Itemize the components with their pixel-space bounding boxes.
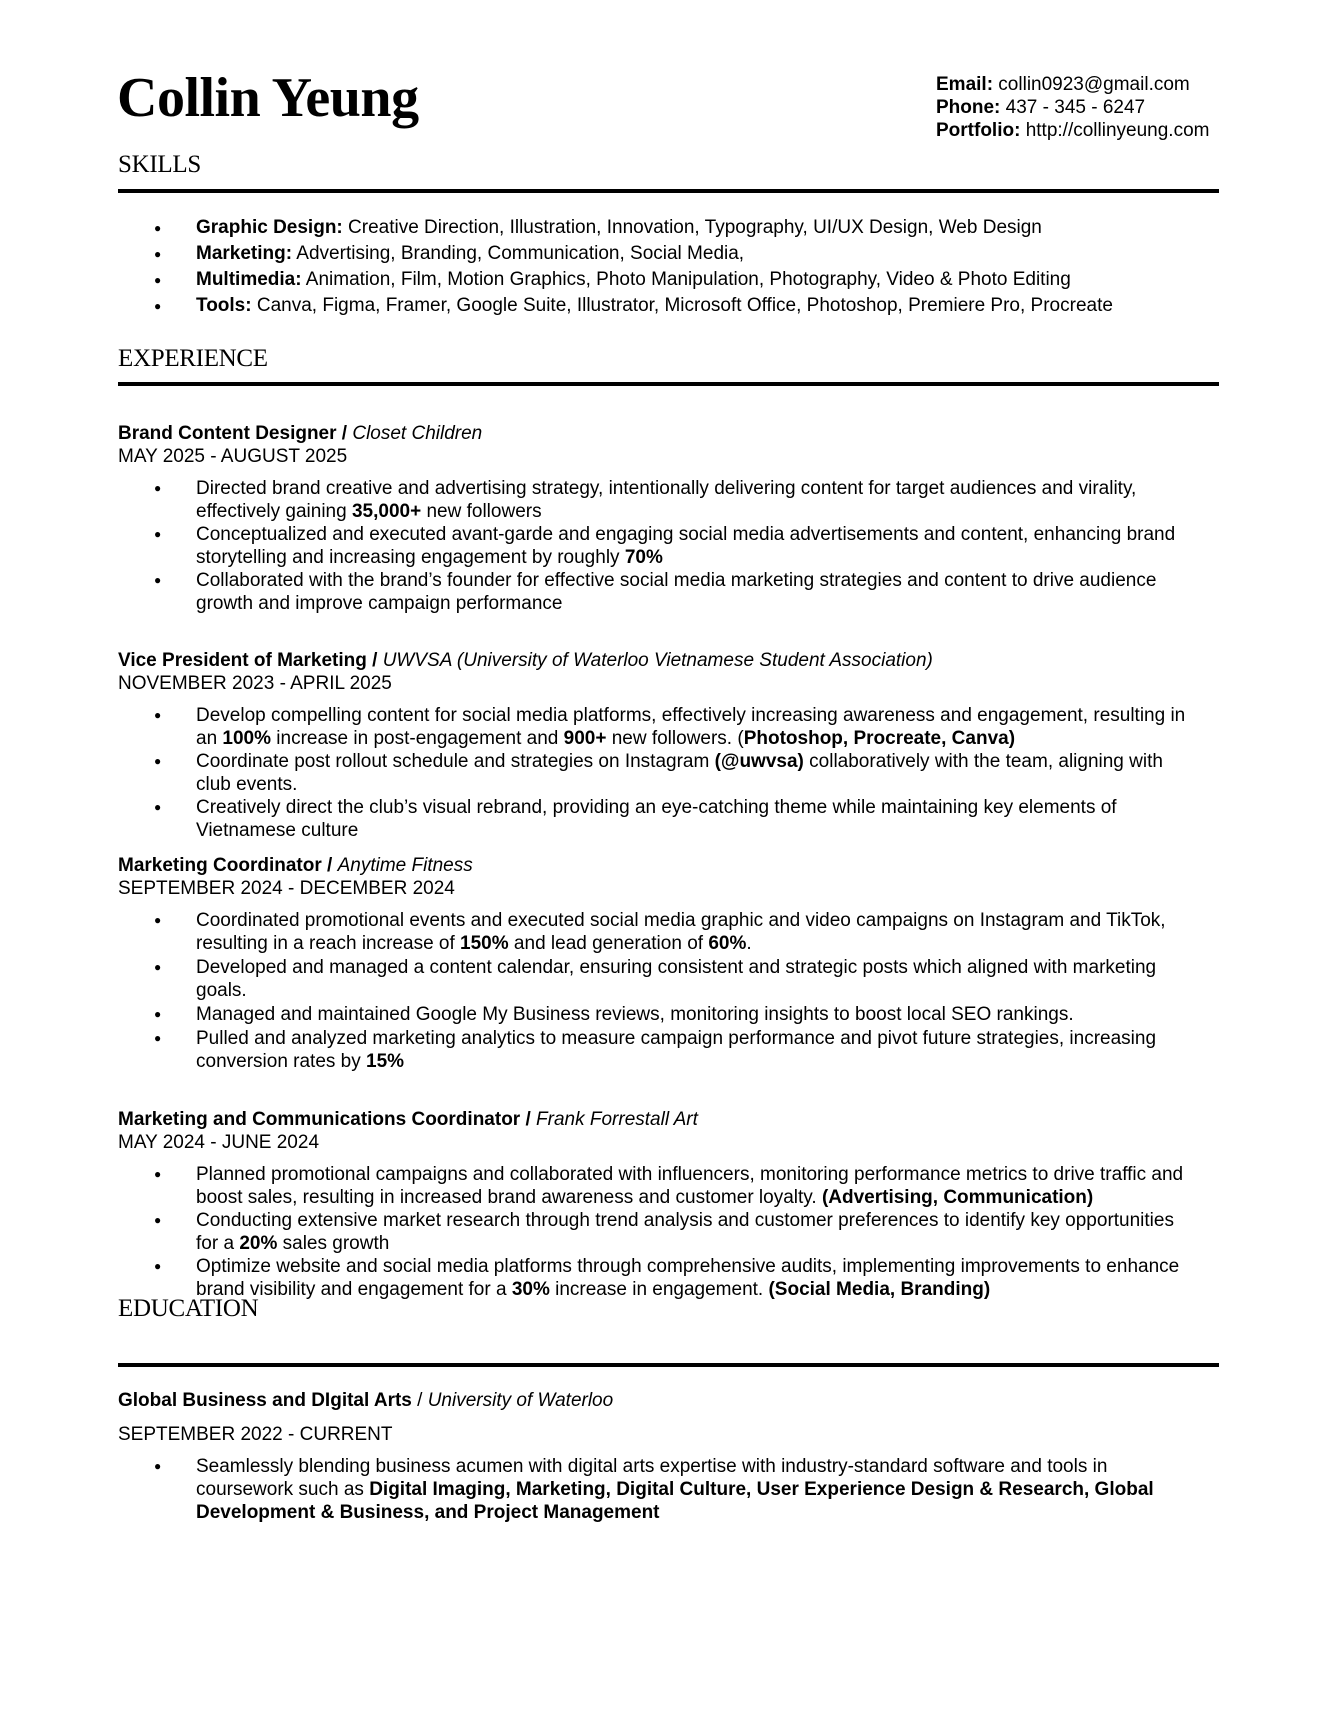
bullet-text: (Social Media, Branding) <box>768 1279 991 1300</box>
bullet-text: Planned promotional campaigns and collaborated with influencers, monitoring performance metrics to drive traffic and boost sales, resulting in increased brand awareness and customer loyalty. <box>196 1164 1184 1208</box>
bullet-item <box>118 796 1198 842</box>
bullet-item <box>118 241 1218 267</box>
bullet-text: (Advertising, Communication) <box>821 1187 1094 1208</box>
education-title: Global Business and DIgital Arts / University of Waterloo <box>118 1390 614 1411</box>
section-title-education: EDUCATION <box>118 1295 259 1322</box>
job-org: Frank Forrestall Art <box>536 1109 698 1130</box>
education-entry <box>118 1389 1198 1524</box>
job-bullets <box>118 477 1198 615</box>
job-date: MAY 2025 - AUGUST 2025 <box>118 446 348 467</box>
bullet-text: Optimize website and social media platforms through comprehensive audits, implementing improvements to enhance brand visibility and engagement for a <box>196 1256 1180 1300</box>
bullet-text: Tools: <box>196 295 252 316</box>
bullet-text: Animation, Film, Motion Graphics, Photo Manipulation, Photography, Video & Photo Editing <box>301 269 1071 290</box>
bullet-item <box>118 1027 1198 1073</box>
job-entry <box>118 649 1198 842</box>
bullet-text: Multimedia: <box>196 269 302 290</box>
section-divider <box>118 1363 1219 1367</box>
bullet-item <box>118 1163 1198 1209</box>
contact-info <box>936 73 1209 142</box>
bullet-text: Graphic Design: <box>196 217 349 238</box>
contact-portfolio: Portfolio: http://collinyeung.com <box>936 120 1210 141</box>
job-date: MAY 2024 - JUNE 2024 <box>118 1132 320 1153</box>
job-bullets <box>118 704 1198 842</box>
section-title-experience: EXPERIENCE <box>118 345 268 372</box>
section-title-skills: SKILLS <box>118 151 201 178</box>
bullet-text: Conducting extensive market research through trend analysis and customer preferences to identify key opportunities for a <box>196 1210 1174 1254</box>
skills-list <box>118 215 1218 319</box>
bullet-item <box>118 215 1218 241</box>
bullet-text: Developed and managed a content calendar, ensuring consistent and strategic posts which aligned with marketing goals. <box>196 957 1157 1001</box>
bullet-item <box>118 909 1198 955</box>
resume-name: Collin Yeung <box>117 67 419 129</box>
bullet-text: 30% <box>511 1279 550 1300</box>
bullet-item <box>118 1255 1198 1301</box>
bullet-text: 150% <box>460 933 509 954</box>
bullet-item <box>118 477 1198 523</box>
bullet-text: 100% <box>222 728 272 749</box>
bullet-text: Directed brand creative and advertising strategy, intentionally delivering content for target audiences and virality, effectively gaining <box>196 478 1137 522</box>
bullet-item <box>118 1209 1198 1255</box>
bullet-text: Coordinated promotional events and executed social media graphic and video campaigns on Instagram and TikTok, resulting in a reach increase of <box>196 910 1166 954</box>
job-entry <box>118 854 1198 1074</box>
bullet-text: 70% <box>624 547 663 568</box>
section-divider <box>118 382 1219 386</box>
job-org: Closet Children <box>352 423 483 444</box>
bullet-text: Digital Imaging, Marketing, Digital Culture, User Experience Design & Research, Global Development & Business, and Project Management <box>196 1479 1154 1523</box>
job-date: SEPTEMBER 2024 - DECEMBER 2024 <box>118 878 455 899</box>
bullet-text: 35,000+ <box>351 501 422 522</box>
bullet-text: 15% <box>366 1051 405 1072</box>
bullet-text: Collaborated with the brand’s founder for effective social media marketing strategies and content to drive audience growth and improve campaign performance <box>196 570 1157 614</box>
education-bullets <box>118 1455 1198 1524</box>
bullet-text: sales growth <box>277 1233 390 1254</box>
bullet-text: collaboratively with the team, aligning with club events. <box>196 751 1163 795</box>
contact-email: Email: collin0923@gmail.com <box>936 74 1190 95</box>
job-title: Marketing and Communications Coordinator / Frank Forrestall Art <box>118 1109 698 1130</box>
bullet-text: (@uwvsa) <box>714 751 804 772</box>
bullet-text: Develop compelling content for social media platforms, effectively increasing awareness and engagement, resulting in an <box>196 705 1186 749</box>
bullet-text: 20% <box>239 1233 278 1254</box>
bullet-item <box>118 956 1198 1002</box>
job-org: Anytime Fitness <box>337 855 473 876</box>
section-divider <box>118 189 1219 193</box>
bullet-item <box>118 293 1218 319</box>
bullet-item <box>118 704 1198 750</box>
job-date: NOVEMBER 2023 - APRIL 2025 <box>118 673 392 694</box>
bullet-text: Creative Direction, Illustration, Innovation, Typography, UI/UX Design, Web Design <box>348 217 1042 238</box>
bullet-item <box>118 750 1198 796</box>
contact-phone: Phone: 437 - 345 - 6247 <box>936 97 1146 118</box>
job-entry <box>118 422 1198 615</box>
education-date: SEPTEMBER 2022 - CURRENT <box>118 1424 393 1445</box>
bullet-text: . <box>746 933 752 954</box>
job-entry <box>118 1108 1198 1301</box>
bullet-item <box>118 569 1198 615</box>
job-org: UWVSA (University of Waterloo Vietnamese Student Association) <box>382 650 933 671</box>
bullet-item <box>118 1003 1198 1026</box>
bullet-text: Photoshop, Procreate, Canva) <box>743 728 1016 749</box>
bullet-text: Advertising, Branding, Communication, Social Media, <box>292 243 745 264</box>
bullet-text: new followers. ( <box>606 728 744 749</box>
bullet-text: and lead generation of <box>508 933 709 954</box>
bullet-text: Seamlessly blending business acumen with digital arts expertise with industry-standard software and tools in coursework such as <box>196 1456 1108 1500</box>
bullet-text: Coordinate post rollout schedule and strategies on Instagram <box>196 751 715 772</box>
job-title: Brand Content Designer / Closet Children <box>118 423 483 444</box>
bullet-text: 900+ <box>563 728 607 749</box>
job-title: Vice President of Marketing / UWVSA (University of Waterloo Vietnamese Student Association) <box>118 650 933 671</box>
job-bullets <box>118 1163 1198 1301</box>
bullet-item <box>118 267 1218 293</box>
bullet-item <box>118 1455 1198 1524</box>
bullet-text: Canva, Figma, Framer, Google Suite, Illustrator, Microsoft Office, Photoshop, Premiere Pro, Procreate <box>251 295 1113 316</box>
job-title: Marketing Coordinator / Anytime Fitness <box>118 855 473 876</box>
bullet-text: 60% <box>708 933 747 954</box>
bullet-text: increase in post-engagement and <box>271 728 564 749</box>
bullet-text: Managed and maintained Google My Business reviews, monitoring insights to boost local SEO rankings. <box>196 1004 1074 1025</box>
bullet-text: increase in engagement. <box>549 1279 769 1300</box>
bullet-item <box>118 523 1198 569</box>
job-bullets <box>118 909 1198 1073</box>
bullet-text: Creatively direct the club’s visual rebrand, providing an eye-catching theme while maintaining key elements of Vietnamese culture <box>196 797 1117 841</box>
bullet-text: Conceptualized and executed avant-garde and engaging social media advertisements and content, enhancing brand storytelling and increasing engagement by roughly <box>196 524 1176 568</box>
bullet-text: Marketing: <box>196 243 293 264</box>
bullet-text: Pulled and analyzed marketing analytics to measure campaign performance and pivot future strategies, increasing conversion rates by <box>196 1028 1157 1072</box>
bullet-text: new followers <box>421 501 542 522</box>
